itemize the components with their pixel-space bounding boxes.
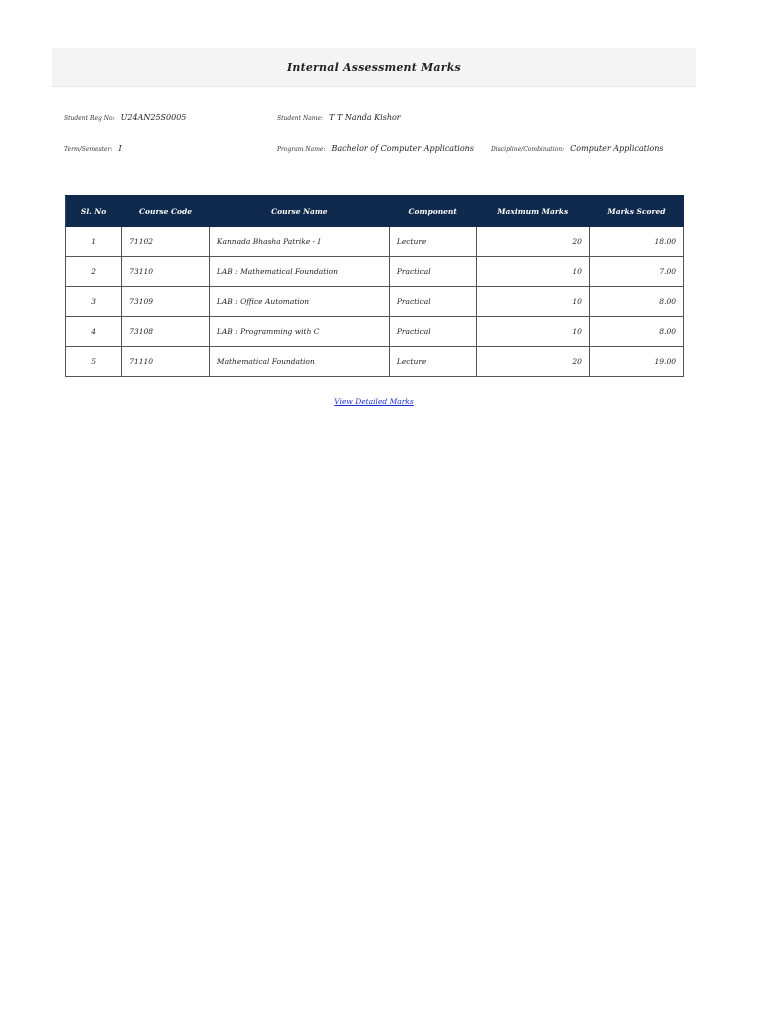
cell-maximum-marks: 20 <box>476 227 589 257</box>
cell-marks-scored: 18.00 <box>589 227 683 257</box>
reg-no-label: Student Reg No: <box>64 115 115 122</box>
program-label: Program Name: <box>277 146 326 153</box>
cell-slno: 1 <box>66 227 122 257</box>
header-marks-scored: Marks Scored <box>589 196 683 227</box>
page-title: Internal Assessment Marks <box>287 60 461 74</box>
cell-course-name: Mathematical Foundation <box>209 347 389 377</box>
cell-marks-scored: 7.00 <box>589 257 683 287</box>
cell-slno: 5 <box>66 347 122 377</box>
table-row <box>66 317 684 347</box>
program-value: Bachelor of Computer Applications <box>331 144 474 153</box>
marks-table <box>65 195 684 377</box>
discipline-value: Computer Applications <box>570 144 664 153</box>
term-value: I <box>118 144 122 153</box>
table-row <box>66 347 684 377</box>
header-course-name: Course Name <box>209 196 389 227</box>
cell-slno: 2 <box>66 257 122 287</box>
reg-no-field <box>64 113 186 122</box>
student-name-label: Student Name: <box>277 115 324 122</box>
cell-component: Practical <box>389 257 476 287</box>
cell-course-name: LAB : Programming with C <box>209 317 389 347</box>
header-slno: Sl. No <box>66 196 122 227</box>
view-detailed-marks-link[interactable]: View Detailed Marks <box>334 397 414 406</box>
discipline-label: Discipline/Combination: <box>491 146 565 153</box>
program-field <box>277 144 474 153</box>
header-maximum-marks: Maximum Marks <box>476 196 589 227</box>
cell-marks-scored: 19.00 <box>589 347 683 377</box>
table-header-row <box>66 196 684 227</box>
cell-course-name: LAB : Office Automation <box>209 287 389 317</box>
cell-maximum-marks: 10 <box>476 317 589 347</box>
cell-slno: 4 <box>66 317 122 347</box>
term-field <box>64 144 122 153</box>
cell-course-code: 71110 <box>122 347 210 377</box>
table-row <box>66 257 684 287</box>
title-bar <box>52 48 696 87</box>
cell-component: Practical <box>389 317 476 347</box>
cell-component: Lecture <box>389 227 476 257</box>
table-row <box>66 287 684 317</box>
student-name-value: T T Nanda Kishor <box>329 113 401 122</box>
cell-course-code: 71102 <box>122 227 210 257</box>
header-component: Component <box>389 196 476 227</box>
detail-link-container <box>0 397 748 406</box>
cell-component: Lecture <box>389 347 476 377</box>
cell-course-code: 73109 <box>122 287 210 317</box>
cell-course-name: LAB : Mathematical Foundation <box>209 257 389 287</box>
cell-course-code: 73108 <box>122 317 210 347</box>
cell-course-name: Kannada Bhasha Patrike - I <box>209 227 389 257</box>
cell-course-code: 73110 <box>122 257 210 287</box>
reg-no-value: U24AN25S0005 <box>120 113 187 122</box>
cell-component: Practical <box>389 287 476 317</box>
cell-maximum-marks: 20 <box>476 347 589 377</box>
cell-marks-scored: 8.00 <box>589 317 683 347</box>
student-name-field <box>277 113 401 122</box>
cell-maximum-marks: 10 <box>476 287 589 317</box>
term-label: Term/Semester: <box>64 146 113 153</box>
discipline-field <box>491 144 663 153</box>
cell-marks-scored: 8.00 <box>589 287 683 317</box>
cell-maximum-marks: 10 <box>476 257 589 287</box>
header-course-code: Course Code <box>122 196 210 227</box>
cell-slno: 3 <box>66 287 122 317</box>
table-row <box>66 227 684 257</box>
